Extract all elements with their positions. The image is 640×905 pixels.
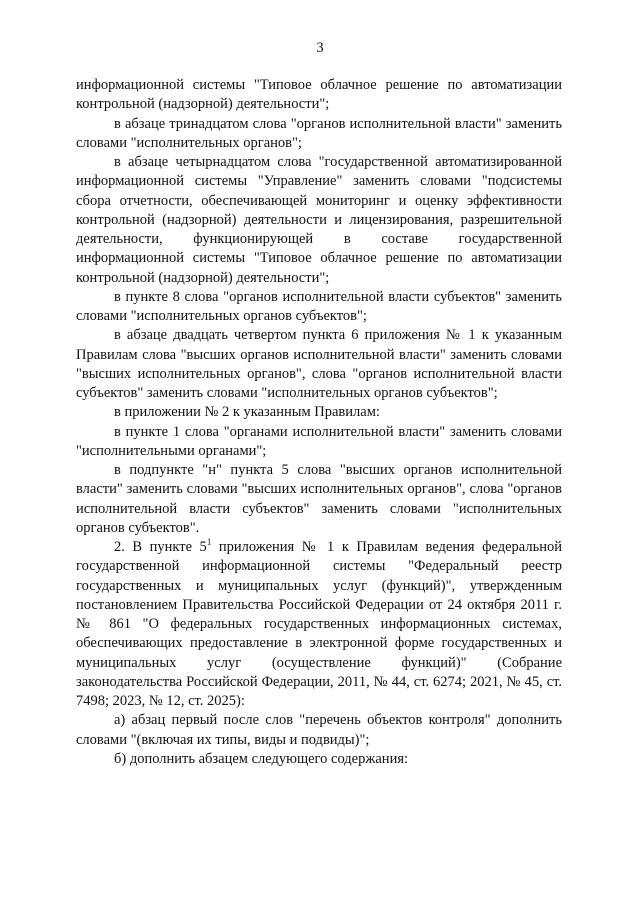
paragraph: в абзаце тринадцатом слова "органов исполнительной власти" заменить словами "исполнительных органов";	[76, 115, 562, 151]
paragraph: в пункте 1 слова "органами исполнительной власти" заменить словами "исполнительными органами";	[76, 423, 562, 459]
item-2-text: приложения № 1 к Правилам ведения федеральной государственной информационной системы "Федеральный реестр государственных и муниципальных услуг (функций)", утвержденным постановлением Правительства Российской Федерации от 24 октября 2011 г. № 861 "О федеральных государственных информационных системах, обеспечивающих предоставление в электронной форме государственных и муниципальных услуг (осуществление функций)" (Собрание законодательства Российской Федерации, 2011, № 44, ст. 6274; 2021, № 45, ст. 7498; 2023, № 12, ст. 2025):	[76, 539, 562, 709]
paragraph: в приложении № 2 к указанным Правилам:	[114, 404, 380, 421]
paragraph: в подпункте "н" пункта 5 слова "высших органов исполнительной власти" заменить словами "высших исполнительных органов", слова "органов исполнительной власти субъектов" заменить словами "исполнительных органов субъектов".	[76, 462, 562, 536]
document-body	[76, 76, 562, 769]
paragraph: в пункте 8 слова "органов исполнительной власти субъектов" заменить словами "исполнительных органов субъектов";	[76, 288, 562, 324]
superscript-mark: 1	[206, 537, 212, 548]
page-number: 3	[316, 40, 324, 56]
item-2-paragraph	[76, 538, 562, 711]
item-2-lead: 2. В пункте 5	[114, 539, 207, 555]
paragraph: информационной системы "Типовое облачное решение по автоматизации контрольной (надзорной) деятельности";	[76, 77, 562, 113]
paragraph: в абзаце двадцать четвертом пункта 6 приложения № 1 к указанным Правилам слова "высших органов исполнительной власти" заменить словами "высших исполнительных органов", слова "органов исполнительной власти субъектов" заменить словами "исполнительных органов субъектов";	[76, 327, 562, 401]
paragraph: в абзаце четырнадцатом слова "государственной автоматизированной информационной системы "Управление" заменить словами "подсистемы сбора отчетности, обеспечивающей мониторинг и оценку эффективности контрольной (надзорной) деятельности и лицензирования, разрешительной деятельности, функционирующей в составе государственной информационной системы "Типовое облачное решение по автоматизации контрольной (надзорной) деятельности";	[76, 154, 562, 286]
subitem-a: а) абзац первый после слов "перечень объектов контроля" дополнить словами "(включая их типы, виды и подвиды)";	[76, 712, 562, 748]
subitem-b: б) дополнить абзацем следующего содержания:	[114, 750, 409, 767]
